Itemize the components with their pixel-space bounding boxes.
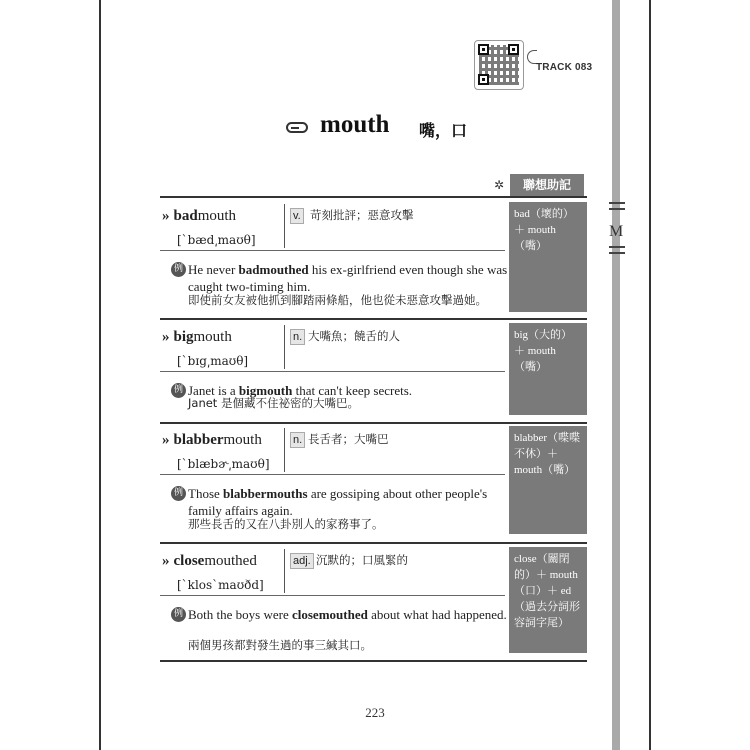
sparkle-icon: ✲ [494,178,505,192]
definition: 苛刻批評；惡意攻擊 [310,208,414,222]
example-translation: 即使前女友被他抓到腳踏兩條船，他也從未惡意攻擊過她。 [188,293,487,307]
divider [284,549,285,593]
example-translation: 那些長舌的又在八卦別人的家務事了。 [188,517,384,531]
divider [160,595,505,596]
track-label: TRACK 083 [536,62,593,73]
thumb-index-lines-top [609,202,625,214]
divider [284,428,285,472]
definition: 長舌者；大嘴巴 [308,432,389,446]
page-title: mouth [320,111,390,138]
entry-badmouth [160,208,587,312]
phonetic: [ˋbæd͵maʊθ] [177,233,256,247]
phonetic: [ˋblæbɚ͵maʊθ] [177,457,270,471]
mouth-icon [286,122,308,133]
part-of-speech: adj. [290,553,314,569]
headword: » closemouthed [162,553,257,569]
section-rule [160,318,587,320]
headword: » badmouth [162,208,237,224]
entry-closemouthed [160,553,587,653]
qr-code-icon[interactable] [474,40,524,90]
mnemonic-box: bad（壞的）＋ mouth（嘴） [509,202,587,312]
phonetic: [ˋbɪg͵maʊθ] [177,354,249,368]
headword: » blabbermouth [162,432,262,448]
divider [160,474,505,475]
thumb-index-letter: M [609,223,624,240]
example-sentence: Those blabbermouths are gossiping about other people's family affairs again. [188,486,488,518]
section-rule [160,196,587,198]
example-translation: 兩個男孩都對發生過的事三緘其口。 [188,638,372,652]
divider [284,325,285,369]
example-icon: 例 [171,383,186,398]
page-number: 223 [365,705,385,720]
entry-bigmouth [160,329,587,415]
mnemonic-box: close（關閉的）＋ mouth（口）＋ ed（過去分詞形容詞字尾） [509,547,587,653]
thumb-index-lines-bottom [609,246,625,258]
headword: » bigmouth [162,329,232,345]
example-sentence: He never badmouthed his ex-girlfriend even though she was caught two-timing him. [188,262,508,294]
definition: 大嘴魚；饒舌的人 [308,329,400,343]
page-title-translation: 嘴，口 [419,121,468,140]
divider [160,371,505,372]
part-of-speech: n. [290,432,305,448]
thumb-index-bar [612,0,620,750]
mnemonic-box: big（大的）＋ mouth（嘴） [509,323,587,415]
section-rule [160,660,587,662]
divider [160,250,505,251]
example-icon: 例 [171,607,186,622]
mnemonic-box: blabber（喋喋不休）＋ mouth（嘴） [509,426,587,534]
example-icon: 例 [171,262,186,277]
mnemonic-header [494,174,586,196]
mnemonic-header-label: 聯想助記 [510,174,584,196]
part-of-speech: n. [290,329,305,345]
definition: 沉默的；口風緊的 [316,553,408,567]
example-sentence: Janet is a bigmouth that can't keep secrets. [188,383,413,398]
phonetic: [ˋklos`maʊðd] [177,578,264,592]
entry-blabbermouth [160,432,587,532]
example-translation: Janet 是個藏不住祕密的大嘴巴。 [188,396,359,410]
example-sentence: Both the boys were closemouthed about what had happened. [188,607,507,622]
example-icon: 例 [171,486,186,501]
divider [284,204,285,248]
section-rule [160,422,587,424]
part-of-speech: v. [290,208,304,224]
section-rule [160,542,587,544]
